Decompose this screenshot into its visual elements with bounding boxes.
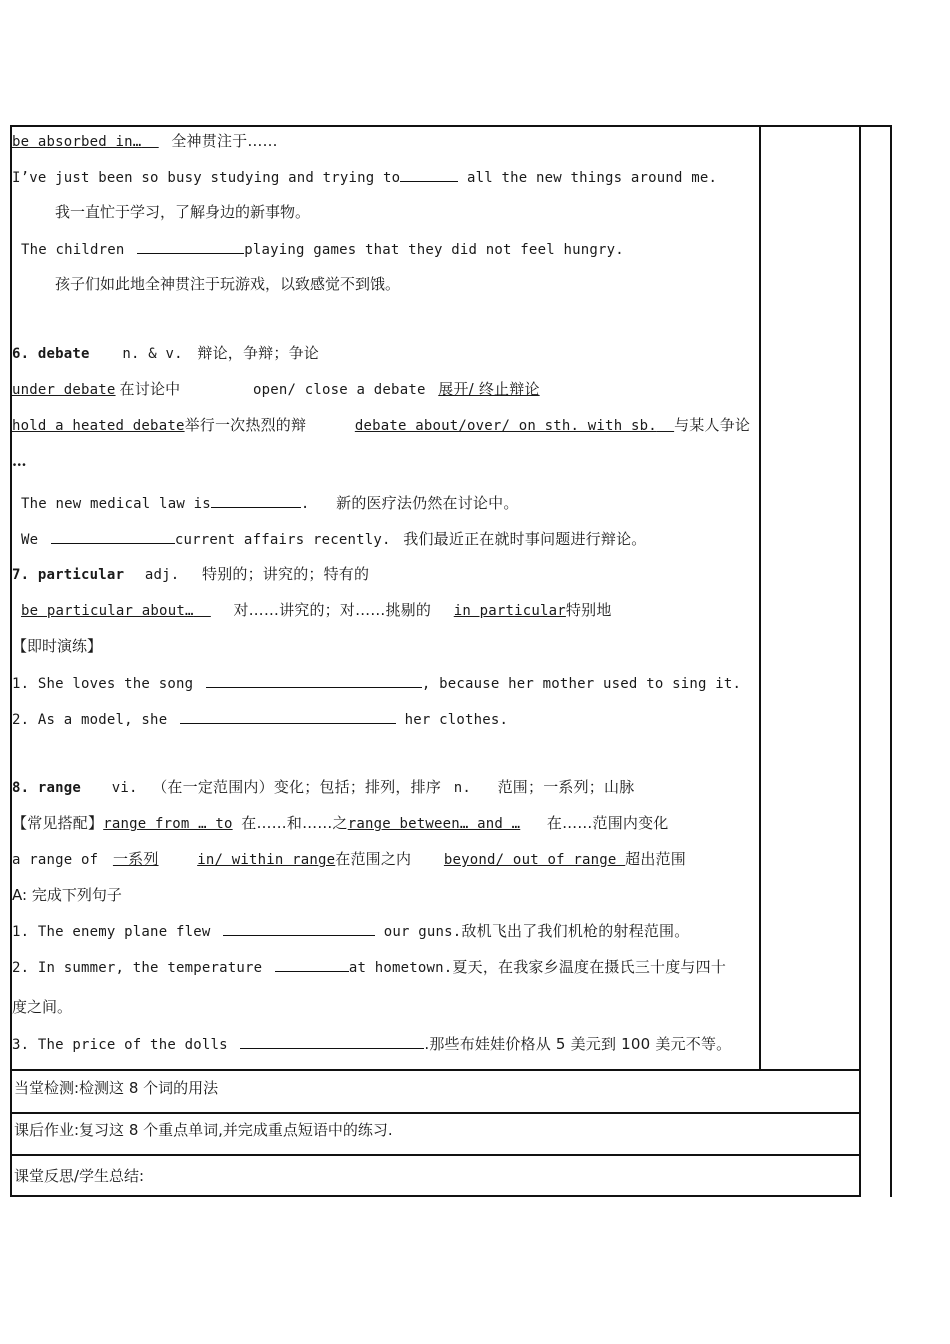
row-divider-2 [10, 1112, 861, 1114]
task-question [12, 921, 689, 942]
reflection-summary: 课堂反思/学生总结: [14, 1167, 145, 1185]
answer-blank[interactable] [211, 493, 301, 508]
phrase-meaning: 举行一次热烈的辩 [184, 416, 307, 434]
sentence-translation: .那些布娃娃价格从 5 美元到 100 美元不等。 [424, 1035, 732, 1053]
sentence-part: current affairs recently. [174, 532, 391, 548]
answer-blank[interactable] [137, 239, 244, 254]
phrase-text: be particular about… [21, 603, 194, 619]
word-number: 6. [12, 346, 30, 362]
phrase-text: beyond/ out of range [443, 852, 617, 868]
example-sentence [12, 167, 717, 188]
example-translation: 孩子们如此地全神贯注于玩游戏，以致感觉不到饿。 [55, 275, 401, 293]
phrase-text: hold a heated debate [12, 418, 185, 434]
example-sentence [21, 529, 646, 550]
phrase-meaning: 超出范围 [625, 850, 686, 868]
column-divider-2 [859, 125, 861, 1197]
phrase-meaning: 全神贯注于…… [171, 132, 278, 150]
sentence-part: our guns. [383, 924, 462, 940]
collocation-row [12, 813, 669, 834]
collocation-label: 【常见搭配】 [12, 814, 104, 832]
phrase-text: range between… and … [347, 816, 521, 832]
phrase-text: in/ within range [197, 852, 336, 868]
practice-question [12, 709, 508, 730]
sentence-part: The new medical law is [21, 496, 211, 512]
column-divider-1 [759, 125, 761, 1069]
example-sentence: The new medical law is . 新的医疗法仍然在讨论中。 [21, 494, 519, 512]
answer-blank[interactable] [223, 921, 375, 936]
sentence-part: 1. She loves the song [12, 676, 194, 692]
task-question-continued: 度之间。 [12, 998, 73, 1016]
word-meaning: 辩论，争辩；争论 [197, 344, 319, 362]
phrase-text: open/ close a debate [253, 382, 426, 398]
ellipsis: … [12, 453, 27, 470]
phrase-meaning: 展开/ 终止辩论 [438, 380, 540, 398]
task-heading: A: 完成下列句子 [12, 886, 122, 904]
phrase-row [12, 415, 750, 436]
word-meaning: （在一定范围内）变化；包括；排列，排序 [152, 778, 442, 796]
phrase-meaning: 在……和……之 [241, 814, 348, 832]
phrase-text: a range of [12, 852, 99, 868]
phrase-be-absorbed-in [12, 131, 278, 152]
sentence-part: The children [21, 242, 125, 258]
word-heading-range [12, 777, 634, 798]
word-number: 8. [12, 780, 30, 796]
headword: range [37, 780, 82, 796]
word-meaning: 特别的；讲究的；特有的 [202, 565, 370, 583]
word-meaning: 范围；一系列；山脉 [497, 778, 635, 796]
sentence-part: playing games that they did not feel hungry. [244, 242, 624, 258]
part-of-speech: n. [453, 780, 471, 796]
phrase-row [21, 600, 612, 621]
answer-blank[interactable] [240, 1034, 424, 1049]
row-divider-3 [10, 1154, 861, 1156]
right-border [890, 125, 892, 1197]
practice-header: 【即时演练】 [12, 637, 103, 655]
example-translation: 我一直忙于学习，了解身边的新事物。 [55, 203, 311, 221]
homework: 课后作业:复习这 8 个重点单词,并完成重点短语中的练习. [14, 1121, 393, 1139]
phrase-meaning: 一系列 [112, 850, 159, 868]
practice-question [12, 673, 741, 694]
phrase-text: in particular [453, 603, 566, 619]
sentence-translation: 夏天，在我家乡温度在摄氏三十度与四十 [452, 958, 727, 976]
word-heading-particular [12, 564, 369, 585]
phrase-meaning: 在……范围内变化 [546, 814, 669, 832]
answer-blank[interactable] [180, 709, 396, 724]
example-translation: 新的医疗法仍然在讨论中。 [336, 494, 519, 512]
in-class-check: 当堂检测:检测这 8 个词的用法 [14, 1079, 219, 1097]
answer-blank[interactable] [400, 167, 458, 182]
phrase-text: be absorbed in… [12, 134, 142, 150]
answer-blank[interactable] [275, 957, 349, 972]
example-sentence [21, 239, 624, 260]
phrase-text: range from … to [103, 816, 233, 832]
collocation-row [12, 849, 686, 870]
sentence-part: 3. The price of the dolls [12, 1037, 228, 1053]
sentence-part: her clothes. [404, 712, 509, 728]
sentence-part: at hometown. [348, 960, 453, 976]
part-of-speech: adj. [144, 567, 180, 583]
sentence-translation: 敌机飞出了我们机枪的射程范围。 [461, 922, 690, 940]
task-question [12, 957, 726, 978]
task-question [12, 1034, 731, 1055]
part-of-speech: n. & v. [122, 346, 183, 362]
sentence-part: , because her mother used to sing it. [421, 676, 742, 692]
row-divider-1 [10, 1069, 861, 1071]
example-translation: 我们最近正在就时事问题进行辩论。 [403, 530, 647, 548]
phrase-text: debate about/over/ on sth. with sb. [354, 418, 657, 434]
headword: debate [37, 346, 90, 362]
sentence-part: I’ve just been so busy studying and trying to [12, 170, 401, 186]
part-of-speech: vi. [111, 780, 138, 796]
sentence-part: 2. As a model, she [12, 712, 168, 728]
phrase-meaning: 特别地 [565, 601, 612, 619]
answer-blank[interactable] [51, 529, 175, 544]
phrase-meaning: 在范围之内 [335, 850, 412, 868]
word-number: 7. [12, 567, 30, 583]
sentence-part: 1. The enemy plane flew [12, 924, 211, 940]
sentence-part: We [21, 532, 39, 548]
headword: particular [37, 567, 125, 583]
phrase-row [12, 379, 540, 400]
sentence-part: all the new things around me. [466, 170, 718, 186]
sentence-part: 2. In summer, the temperature [12, 960, 263, 976]
answer-blank[interactable] [206, 673, 422, 688]
phrase-text: under debate [12, 382, 116, 398]
phrase-meaning: 对……讲究的；对……挑剔的 [233, 601, 432, 619]
word-heading-debate [12, 343, 319, 364]
bottom-border [10, 1195, 861, 1197]
phrase-meaning: 在讨论中 [119, 380, 181, 398]
phrase-meaning: 与某人争论 [674, 416, 751, 434]
